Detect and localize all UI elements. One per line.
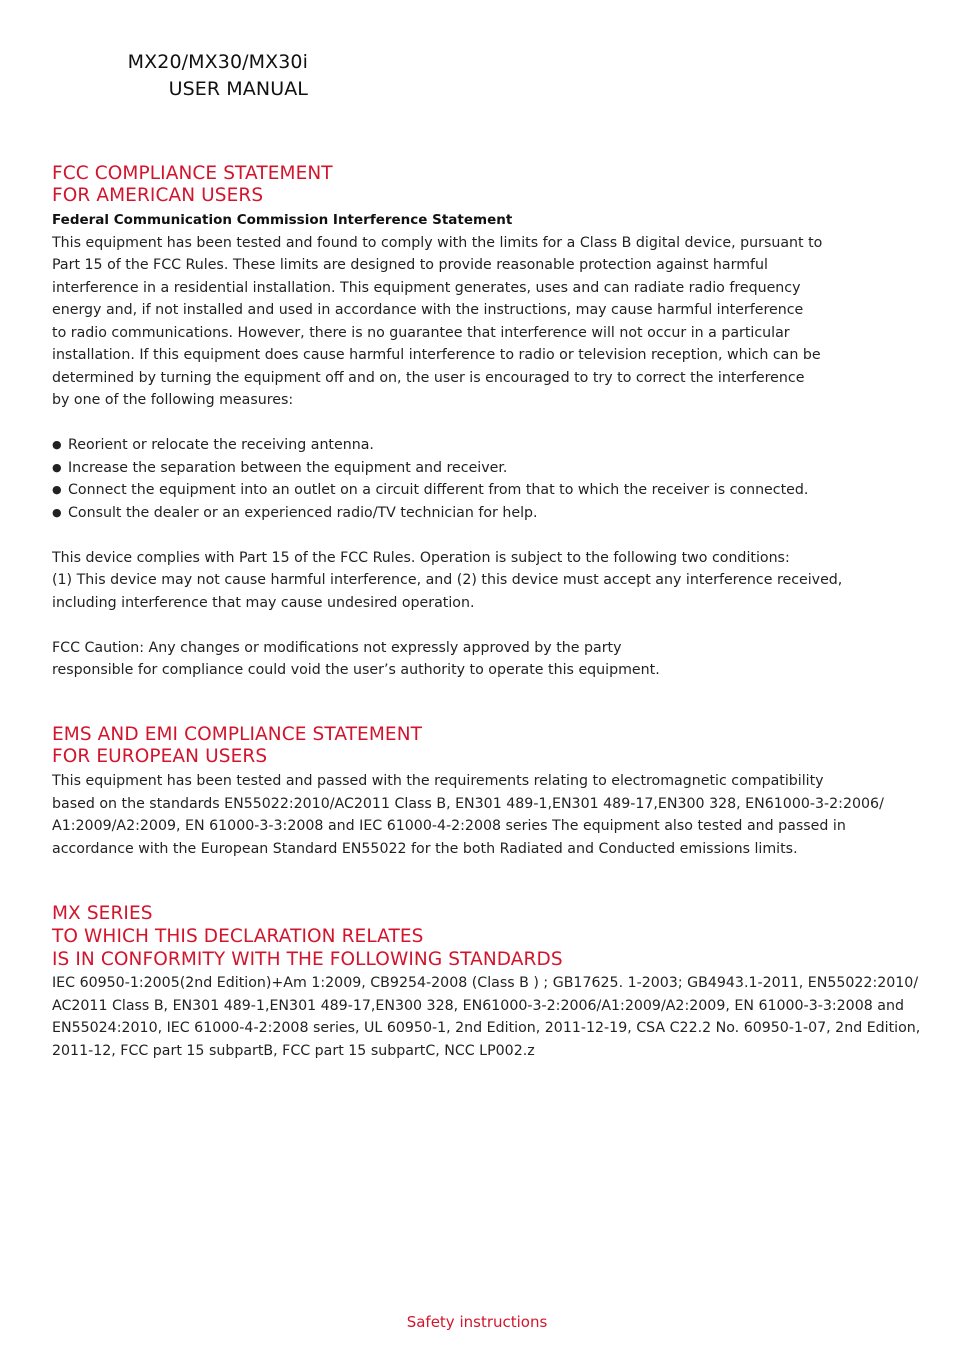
footer-section-label: Safety instructions xyxy=(406,1313,548,1331)
fcc-section xyxy=(52,163,852,682)
list-item: ● Reorient or relocate the receiving antenna. xyxy=(52,434,852,457)
mx-section xyxy=(52,903,921,1062)
ems-section xyxy=(52,724,884,860)
manual-title: USER MANUAL xyxy=(168,78,308,100)
fcc-paragraph-2: This device complies with Part 15 of the FCC Rules. Operation is subject to the following two conditions: (1) This device may not cause harmful interference, and (2) this device must accept any interference received, including interference that may cause undesired operation. xyxy=(52,549,843,611)
ems-heading: EMS AND EMI COMPLIANCE STATEMENT FOR EUROPEAN USERS xyxy=(52,724,423,767)
manual-model: MX20/MX30/MX30i xyxy=(127,51,308,73)
list-item: ● Increase the separation between the equipment and receiver. xyxy=(52,457,852,480)
fcc-paragraph-1: This equipment has been tested and found to comply with the limits for a Class B digital device, pursuant to Part 15 of the FCC Rules. These limits are designed to provide reasonable protection against harmful interference in a residential installation. This equipment generates, uses and can radiate radio frequency energy and, if not installed and used in accordance with the instructions, may cause harmful interference to radio communications. However, there is no guarantee that interference will not occur in a particular installation. If this equipment does cause harmful interference to radio or television reception, which can be determined by turning the equipment off and on, the user is encouraged to try to correct the interference by one of the following measures: xyxy=(52,234,823,408)
fcc-subheading: Federal Communication Commission Interference Statement xyxy=(52,212,513,228)
list-item: ● Consult the dealer or an experienced radio/TV technician for help. xyxy=(52,502,852,525)
bullet-icon: ● xyxy=(52,460,62,474)
fcc-caution: FCC Caution: Any changes or modifications not expressly approved by the party responsible for compliance could void the user’s authority to operate this equipment. xyxy=(52,639,660,678)
fcc-measures-list xyxy=(52,434,852,547)
mx-heading: MX SERIES TO WHICH THIS DECLARATION RELATES IS IN CONFORMITY WITH THE FOLLOWING STANDARDS xyxy=(52,903,563,970)
ems-paragraph: This equipment has been tested and passed with the requirements relating to electromagnetic compatibility based on the standards EN55022:2010/AC2011 Class B, EN301 489-1,EN301 489-17,EN300 328, EN61000-3-2:2006/ A1:2009/A2:2009, EN 61000-3-3:2008 and IEC 61000-4-2:2008 series The equipment also tested and passed in accordance with the European Standard EN55022 for the both Radiated and Conducted emissions limits. xyxy=(52,773,884,857)
bullet-icon: ● xyxy=(52,505,62,519)
mx-standards-paragraph: IEC 60950-1:2005(2nd Edition)+Am 1:2009, CB9254-2008 (Class B ) ; GB17625. 1-2003; GB4943.1-2011, EN55022:2010/ AC2011 Class B, EN301 489-1,EN301 489-17,EN300 328, EN61000-3-2:2006/A1:2009/A2:2009, EN 61000-3-3:2008 and EN55024:2010, IEC 61000-4-2:2008 series, UL 60950-1, 2nd Edition, 2011-12-19, CSA C22.2 No. 60950-1-07, 2nd Edition, 2011-12, FCC part 15 subpartB, FCC part 15 subpartC, NCC LP002.z xyxy=(52,975,921,1059)
list-item: ● Connect the equipment into an outlet on a circuit different from that to which the receiver is connected. xyxy=(52,479,852,502)
bullet-icon: ● xyxy=(52,438,62,451)
fcc-heading: FCC COMPLIANCE STATEMENT FOR AMERICAN USERS xyxy=(52,163,333,206)
bullet-icon: ● xyxy=(52,483,62,496)
